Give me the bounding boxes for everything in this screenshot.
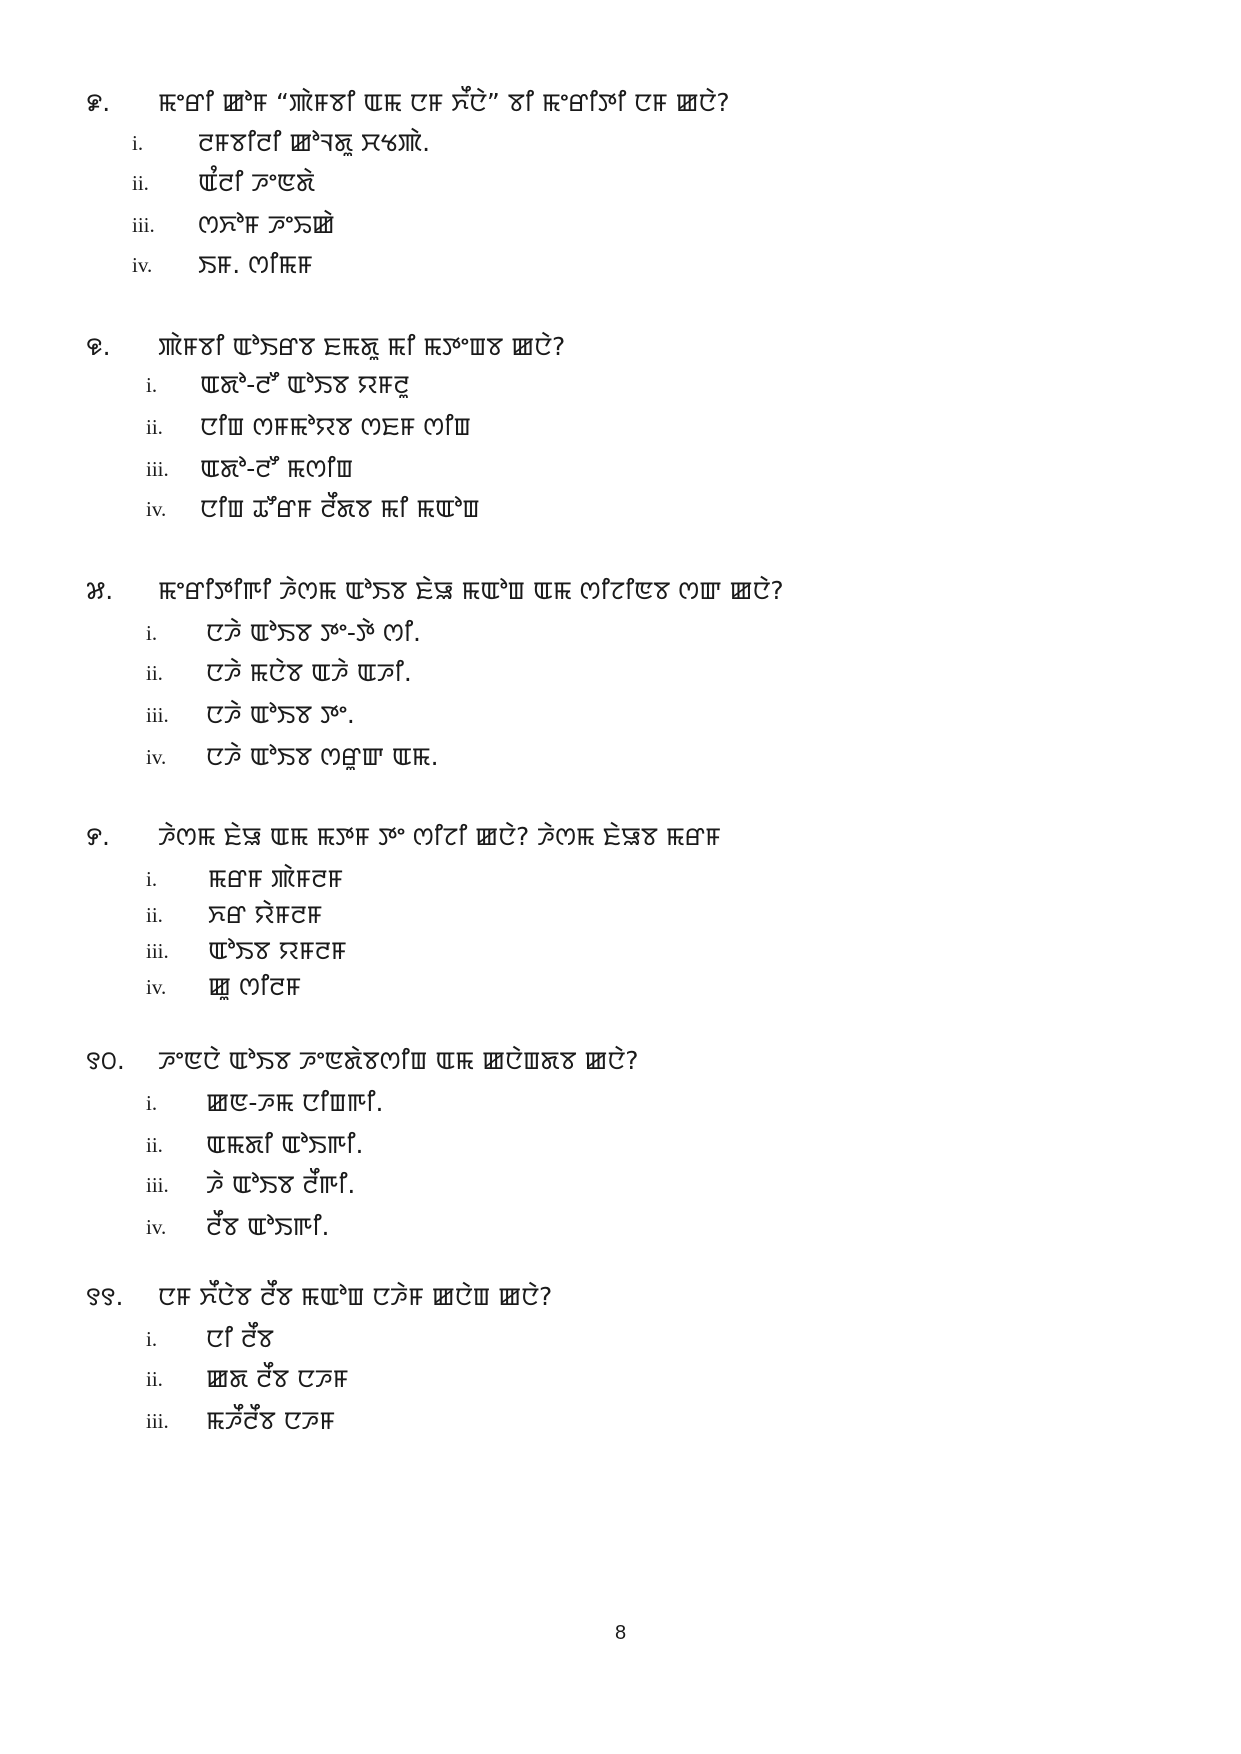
option-item — [0, 900, 1241, 930]
option-item — [0, 250, 1241, 280]
option-numeral: iv. — [132, 253, 153, 277]
option-text: ꯀꯨ ꯁꯤꯂꯝ — [208, 972, 302, 1001]
option-item — [0, 168, 1241, 198]
option-item — [0, 700, 1241, 730]
option-numeral: iv. — [146, 745, 167, 769]
option-item — [0, 1130, 1241, 1160]
option-text: ꯅꯤ ꯂꯩꯕ — [206, 1324, 274, 1353]
option-numeral: iii. — [146, 939, 169, 963]
option-numeral: ii. — [146, 661, 163, 685]
option-numeral: iv. — [146, 975, 167, 999]
option-text: ꯅꯍꯥ ꯑꯣꯏꯕ ꯁꯔꯨꯛ ꯑꯃ. — [206, 742, 439, 771]
option-text: ꯏꯝ. ꯁꯤꯃꯝ — [198, 250, 313, 279]
option-text: ꯑꯪꯂꯤ ꯍꯦꯟꯗꯥ — [198, 168, 316, 197]
option-numeral: ii. — [146, 903, 163, 927]
option-numeral: iii. — [132, 213, 155, 237]
option-text: ꯅꯍꯥ ꯑꯣꯏꯕ ꯇꯦ-ꯇꯥ ꯁꯤ. — [206, 618, 421, 647]
option-item — [0, 618, 1241, 648]
question-number: ꯷. — [86, 576, 114, 605]
question-number: ꯸. — [86, 822, 110, 851]
question-number: ꯱꯱. — [86, 1282, 124, 1311]
option-text: ꯁꯈꯣꯝ ꯍꯦꯢꯀꯥ — [198, 210, 335, 239]
option-text: ꯃꯔꯝ ꯄꯥꯝꯂꯝ — [208, 864, 344, 893]
option-text: ꯑꯗꯣ-ꯂꯧ ꯃꯁꯤꯡ — [200, 454, 354, 483]
option-numeral: ii. — [146, 415, 163, 439]
option-numeral: iv. — [146, 497, 167, 521]
option-item — [0, 370, 1241, 400]
option-item — [0, 412, 1241, 442]
option-item — [0, 494, 1241, 524]
question-number: ꯱꯰. — [86, 1046, 125, 1075]
option-item — [0, 454, 1241, 484]
page-number: 8 — [614, 1622, 627, 1644]
option-numeral: ii. — [146, 1367, 163, 1391]
option-text: ꯑꯗꯣ-ꯂꯧ ꯑꯣꯏꯕ ꯌꯝꯂꯨ — [200, 370, 410, 399]
option-item — [0, 210, 1241, 240]
option-numeral: i. — [146, 373, 158, 397]
option-item — [0, 1364, 1241, 1394]
option-numeral: i. — [146, 1327, 158, 1351]
option-item — [0, 864, 1241, 894]
option-text: ꯀꯗ ꯂꯩꯕ ꯅꯍꯝ — [206, 1364, 349, 1393]
option-numeral: i. — [146, 621, 158, 645]
option-numeral: i. — [146, 867, 158, 891]
option-numeral: iii. — [146, 703, 169, 727]
question-number: ꯶. — [86, 332, 111, 361]
question-text: ꯅꯝ ꯈꯩꯅꯥꯕ ꯂꯩꯕ ꯃꯑꯣꯡ ꯅꯍꯥꯝ ꯀꯅꯥꯡ ꯀꯅꯥ? — [158, 1282, 553, 1311]
option-numeral: iii. — [146, 457, 169, 481]
option-item — [0, 742, 1241, 772]
question-text: ꯍꯦꯟꯅꯥ ꯑꯣꯏꯕ ꯍꯦꯟꯗꯥꯕꯁꯤꯡ ꯑꯃ ꯀꯅꯥꯡꯗꯕ ꯀꯅꯥ? — [158, 1046, 639, 1075]
option-text: ꯍꯥ ꯑꯣꯏꯕ ꯂꯩꯒꯤ. — [206, 1170, 356, 1199]
option-item — [0, 1088, 1241, 1118]
option-item — [0, 1406, 1241, 1436]
option-item — [0, 972, 1241, 1002]
option-numeral: iii. — [146, 1409, 169, 1433]
option-text: ꯂꯝꯕꯤꯂꯤ ꯀꯣꯜꯗꯨ ꯆꯠꯄꯥ. — [198, 128, 431, 157]
question-text: ꯄꯥꯝꯕꯤ ꯑꯣꯏꯔꯕ ꯐꯃꯗꯨ ꯃꯤ ꯃꯇꯦꯡꯕ ꯀꯅꯥ? — [158, 332, 566, 361]
option-text: ꯅꯍꯥ ꯑꯣꯏꯕ ꯇꯦ. — [206, 700, 355, 729]
option-text: ꯅꯤꯡ ꯁꯝꯃꯣꯌꯕ ꯁꯐꯝ ꯁꯤꯡ — [200, 412, 472, 441]
option-item — [0, 658, 1241, 688]
option-item — [0, 1212, 1241, 1242]
option-text: ꯃꯍꯩꯂꯩꯕ ꯅꯍꯝ — [206, 1406, 336, 1435]
option-numeral: ii. — [132, 171, 149, 195]
option-text: ꯂꯩꯕ ꯑꯣꯏꯒꯤ. — [206, 1212, 330, 1241]
question-text: ꯍꯥꯁꯃ ꯐꯥꯎ ꯑꯃ ꯃꯇꯝ ꯇꯦ ꯁꯤꯖꯤ ꯀꯅꯥ? ꯍꯥꯁꯃ ꯐꯥꯎꯕ ꯃꯔꯝ — [158, 822, 721, 851]
option-text: ꯑꯣꯏꯕ ꯌꯝꯂꯝ — [208, 936, 347, 965]
option-item — [0, 128, 1241, 158]
option-numeral: i. — [146, 1091, 158, 1115]
option-item — [0, 1324, 1241, 1354]
option-numeral: i. — [132, 131, 144, 155]
option-numeral: iii. — [146, 1173, 169, 1197]
question-text: ꯃꯦꯔꯤ ꯀꯣꯝ “ꯄꯥꯝꯕꯤ ꯑꯃ ꯅꯝ ꯈꯩꯅꯥ” ꯕꯤ ꯃꯦꯔꯤꯇꯤ ꯅꯝ ꯀꯅꯥ? — [158, 88, 730, 117]
option-item — [0, 936, 1241, 966]
option-text: ꯑꯃꯗꯤ ꯑꯣꯏꯒꯤ. — [206, 1130, 364, 1159]
option-numeral: iv. — [146, 1215, 167, 1239]
option-item — [0, 1170, 1241, 1200]
option-text: ꯅꯍꯥ ꯃꯅꯥꯕ ꯑꯍꯥ ꯑꯍꯤ. — [206, 658, 412, 687]
option-text: ꯀꯟ-ꯍꯃ ꯅꯤꯡꯒꯤ. — [206, 1088, 384, 1117]
option-text: ꯈꯔ ꯌꯥꯝꯂꯝ — [208, 900, 323, 929]
question-number: ꯹. — [86, 88, 111, 117]
option-text: ꯅꯤꯡ ꯊꯧꯔꯝ ꯂꯩꯗꯕ ꯃꯤ ꯃꯑꯣꯡ — [200, 494, 480, 523]
question-text: ꯃꯦꯔꯤꯇꯤꯒꯤ ꯍꯥꯁꯃ ꯑꯣꯏꯕ ꯐꯥꯎ ꯃꯑꯣꯡ ꯑꯃ ꯁꯤꯖꯤꯟꯕ ꯁꯛ ꯀꯅꯥ? — [158, 576, 784, 605]
option-numeral: ii. — [146, 1133, 163, 1157]
